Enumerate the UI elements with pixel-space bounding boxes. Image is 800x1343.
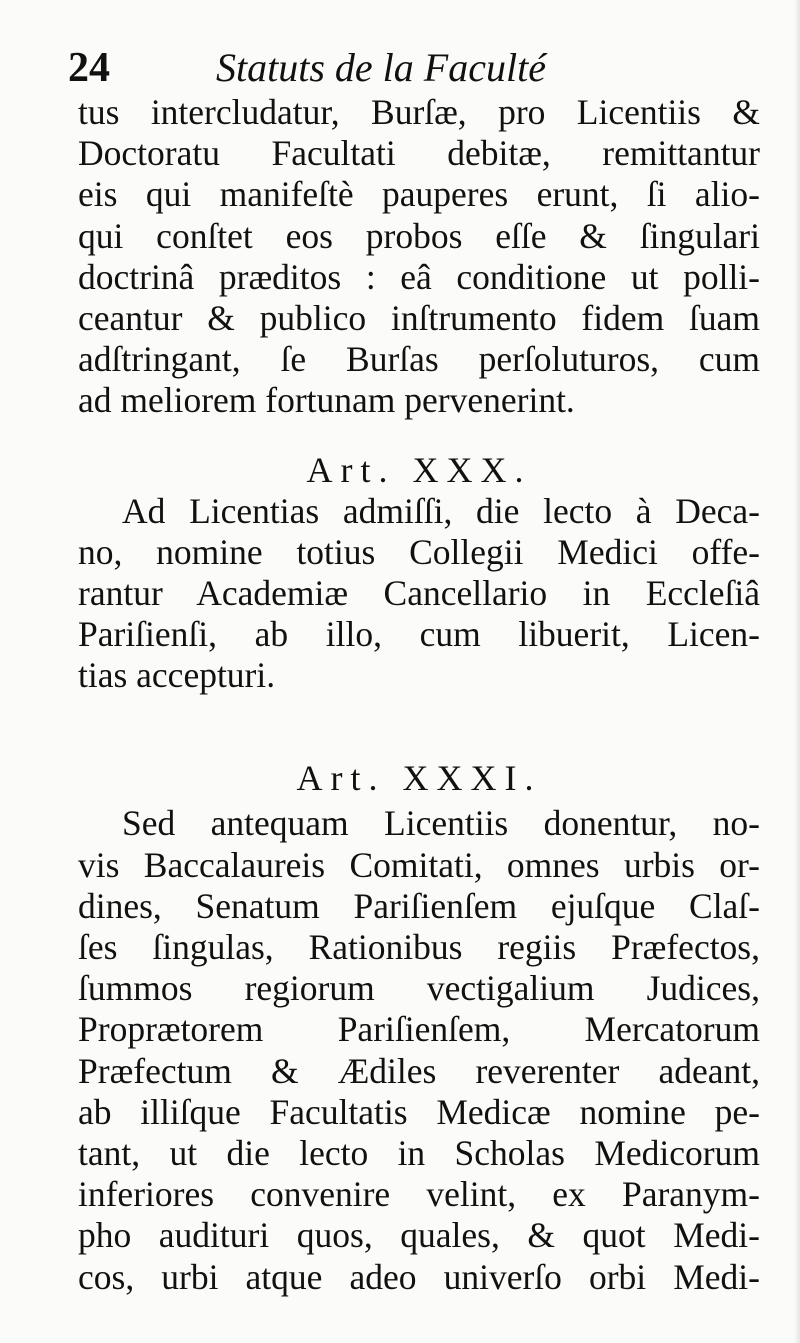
text-line: Doctoratu Facultati debitæ, remittantur — [78, 133, 760, 174]
text-line: pho audituri quos, quales, & quot Medi- — [78, 1215, 760, 1256]
page-number: 24 — [68, 45, 110, 91]
text-line: inferiores convenire velint, ex Paranym- — [78, 1174, 760, 1215]
page-body — [78, 92, 760, 1298]
text-line: tant, ut die lecto in Scholas Medicorum — [78, 1132, 760, 1173]
text-line: Sed antequam Licentiis donentur, no- — [122, 803, 760, 844]
text-line: tias accepturi. — [78, 655, 276, 696]
text-line: doctrinâ præditos : eâ conditione ut polli- — [78, 256, 760, 297]
text-line: rantur Academiæ Cancellario in Eccleſiâ — [78, 572, 760, 613]
text-line: adſtringant, ſe Burſas perſoluturos, cum — [78, 339, 760, 380]
text-line: Ad Licentias admiſſi, die lecto à Deca- — [122, 490, 760, 531]
text-line: ceantur & publico inſtrumento fidem ſuam — [78, 297, 760, 338]
text-line: Præfectum & Ædiles reverenter adeant, — [78, 1050, 760, 1091]
article-30 — [78, 450, 760, 697]
running-title: Statuts de la Faculté — [216, 45, 546, 90]
text-line: ſummos regiorum vectigalium Judices, — [78, 968, 760, 1009]
article-heading: Art. XXX. — [306, 449, 532, 490]
text-line: vis Baccalaureis Comitati, omnes urbis or- — [78, 844, 760, 885]
text-line: ad meliorem fortunam pervenerint. — [78, 380, 575, 421]
page-edge-shadow — [794, 0, 800, 1343]
text-line: tus intercludatur, Burſæ, pro Licentiis & — [78, 92, 760, 132]
article-31 — [78, 758, 760, 1297]
text-line: cos, urbi atque adeo univerſo orbi Medi- — [78, 1256, 760, 1297]
article-heading: Art. XXXI. — [296, 758, 542, 799]
paragraph-continued — [78, 92, 760, 422]
text-line: dines, Senatum Pariſienſem ejuſque Claſ- — [78, 885, 760, 926]
text-line: qui conſtet eos probos eſſe & ſingulari — [78, 215, 760, 256]
text-line: Proprætorem Pariſienſem, Mercatorum — [78, 1009, 760, 1050]
text-line: eis qui manifeſtè pauperes erunt, ſi alio- — [78, 174, 760, 215]
text-line: ſes ſingulas, Rationibus regiis Præfectos, — [78, 927, 760, 967]
text-line: Pariſienſi, ab illo, cum libuerit, Licen- — [78, 614, 760, 655]
text-line: no, nomine totius Collegii Medici offe- — [78, 531, 760, 572]
text-line: ab illiſque Facultatis Medicæ nomine pe- — [78, 1091, 760, 1132]
